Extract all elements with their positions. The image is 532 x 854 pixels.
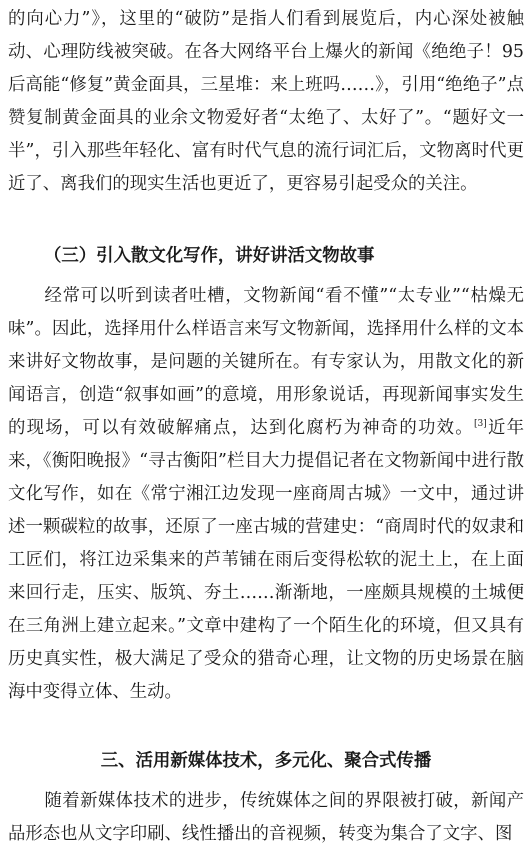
subsection-heading-block [8, 240, 524, 273]
paragraph-text: 近年来，《衡阳晚报》“寻古衡阳”栏目大力提倡记者在文物新闻中进行散文化写作，如在《常宁湘江边发现一座商周古城》一文中，通过讲述一颗碳粒的故事，还原了一座古城的营建史：“商周时代的奴隶和工匠们，将江边采集来的芦苇铺在雨后变得松软的泥土上，在上面来回行走，压实、版筑、夯土……渐渐地，一座颇具规模的土城便在三角洲上建立起来。”文章中建构了一个陌生化的环境，但又具有历史真实性，极大满足了受众的猎奇心理，让文物的历史场景在脑海中变得立体、生动。 [8, 418, 524, 702]
paragraph-block-3 [8, 785, 524, 851]
paragraph-continuation [8, 3, 524, 201]
body-paragraph: 随着新媒体技术的进步，传统媒体之间的界限被打破，新闻产品形态也从文字印刷、线性播出的音视频，转变为集合了文字、图 [8, 791, 524, 844]
section-heading: 三、活用新媒体技术，多元化、聚合式传播 [100, 751, 432, 771]
body-paragraph: 的向心力”》，这里的“破防”是指人们看到展览后，内心深处被触动、心理防线被突破。在各大网络平台上爆火的新闻《绝绝子！95后高能“修复”黄金面具，三星堆：来上班吗……》，引用“绝绝子”点赞复制黄金面具的业余文物爱好者“太绝了、太好了”。“题好文一半”，引入那些年轻化、富有时代气息的流行词汇后，文物离时代更近了、离我们的现实生活也更近了，更容易引起受众的关注。 [8, 9, 524, 194]
body-paragraph [8, 280, 524, 709]
subsection-heading: （三）引入散文化写作，讲好讲活文物故事 [44, 246, 375, 266]
citation-marker: [3] [473, 419, 487, 430]
section-heading-block [8, 745, 524, 778]
paragraph-text: 经常可以听到读者吐槽，文物新闻“看不懂”“太专业”“枯燥无味”。因此，选择用什么样语言来写文物新闻，选择用什么样的文本来讲好文物故事，是问题的关键所在。有专家认为，用散文化的新闻语言，创造“叙事如画”的意境，用形象说话，再现新闻事实发生的现场，可以有效破解痛点，达到化腐朽为神奇的功效。 [8, 286, 524, 438]
paragraph-block-2 [8, 280, 524, 709]
